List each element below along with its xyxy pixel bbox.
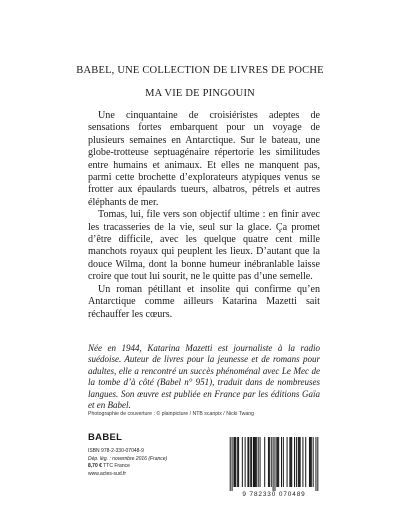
author-bio-text: Née en 1944, Katarina Mazetti est journaliste à la radio suédoise. Auteur de livres pour la jeunesse et de romans pour adultes, elle a rencontré un succès phénoménal avec Le Mec de la tombe d’à côté (Babel n° 951), traduit dans de nombreuses langues. Son œuvre est publiée en France par les éditions Gaïa et en Babel. — [88, 343, 320, 411]
barcode-bar — [253, 437, 254, 487]
barcode-bar — [294, 437, 295, 487]
barcode-bar — [298, 437, 299, 487]
publication-info — [88, 448, 208, 478]
barcode-bar — [311, 437, 312, 487]
barcode-bar — [274, 437, 275, 491]
barcode-bar — [309, 437, 310, 487]
author-bio — [88, 343, 320, 411]
back-cover-blurb — [88, 110, 320, 321]
barcode-bar — [260, 437, 261, 487]
barcode-bar — [276, 437, 277, 487]
book-title: MA VIE DE PINGOUIN — [145, 88, 255, 99]
barcode-bar — [230, 437, 231, 491]
barcode-digits: 9 782330 070489 — [242, 491, 306, 498]
barcode-bar — [291, 437, 292, 487]
barcode-bar — [238, 437, 239, 487]
barcode-bar — [254, 437, 255, 487]
price-suffix: TTC France — [101, 463, 130, 470]
barcode-bar — [247, 437, 248, 487]
barcode-bar — [242, 437, 243, 487]
barcode-bar — [256, 437, 257, 487]
barcode-bar — [233, 437, 234, 487]
blurb-paragraph: Une cinquantaine de croisiéristes adeptes de sensations fortes embarquent pour un voyage de plusieurs semaines en Antarctique. Sur le bateau, une globe-trotteuse septuagénaire répertorie les similitudes entre humains et animaux. Et elles ne manquent pas, parmi cette brochette d’explorateurs atypiques venus se frotter aux épaulards tueurs, albatros, pétrels et autres éléphants de mer. — [88, 110, 320, 208]
website: www.actes-sud.fr — [88, 470, 127, 477]
barcode-bar — [250, 437, 251, 487]
barcode-bar — [315, 437, 316, 491]
series-line: BABEL, UNE COLLECTION DE LIVRES DE POCHE — [76, 65, 324, 76]
blurb-paragraph: Tomas, lui, file vers son objectif ultime : en finir avec les tracasseries de la vie, seul sur la glace. Ça promet d’être difficile, avec les quelque quatre cent mille manchots royaux qui peuplent les lieux. D’autant que la douce Wilma, dont la bonne humeur inébranlable laisse croire que tout lui sourit, ne le quitte pas d’une semelle. — [88, 209, 320, 283]
barcode-bar — [305, 437, 306, 487]
barcode-bar — [235, 437, 236, 487]
barcode-bar — [277, 437, 278, 487]
barcode-bar — [237, 437, 238, 487]
barcode-bar — [302, 437, 303, 487]
barcode-bar — [232, 437, 233, 491]
barcode — [226, 437, 322, 491]
barcode-bar — [287, 437, 288, 487]
barcode-bar — [251, 437, 252, 487]
barcode-bar — [273, 437, 274, 491]
publisher-logo: BABEL — [88, 432, 123, 443]
barcode-bar — [269, 437, 270, 487]
barcode-bar — [317, 437, 318, 491]
barcode-bar — [255, 437, 256, 487]
barcode-bar — [310, 437, 311, 487]
barcode-bar — [296, 437, 297, 487]
barcode-bar — [278, 437, 279, 487]
barcode-bar — [268, 437, 269, 487]
barcode-bar — [299, 437, 300, 487]
barcode-bar — [289, 437, 290, 487]
legal-deposit: Dép. lég. : novembre 2016 (France) — [88, 455, 168, 462]
barcode-bar — [271, 437, 272, 487]
blurb-paragraph: Un roman pétillant et insolite qui confirme qu’en Antarctique comme ailleurs Katarina Mazetti sait réchauffer les cœurs. — [88, 283, 320, 320]
barcode-bar — [258, 437, 259, 487]
photo-credit: Photographie de couverture : © plainpicture / NTB scanpix / Nicki Twang — [88, 411, 255, 417]
isbn: ISBN 978-2-330-07048-9 — [88, 448, 144, 454]
barcode-bar — [313, 437, 314, 487]
barcode-bar — [245, 437, 246, 487]
barcode-graphic — [226, 437, 322, 491]
barcode-bar — [290, 437, 291, 487]
barcode-bar — [248, 437, 249, 487]
barcode-bar — [300, 437, 301, 487]
price-value: 8,70 € — [88, 463, 102, 470]
barcode-bar — [264, 437, 265, 487]
barcode-bar — [283, 437, 284, 487]
barcode-bar — [234, 437, 235, 487]
price — [88, 463, 208, 471]
barcode-bar — [281, 437, 282, 487]
